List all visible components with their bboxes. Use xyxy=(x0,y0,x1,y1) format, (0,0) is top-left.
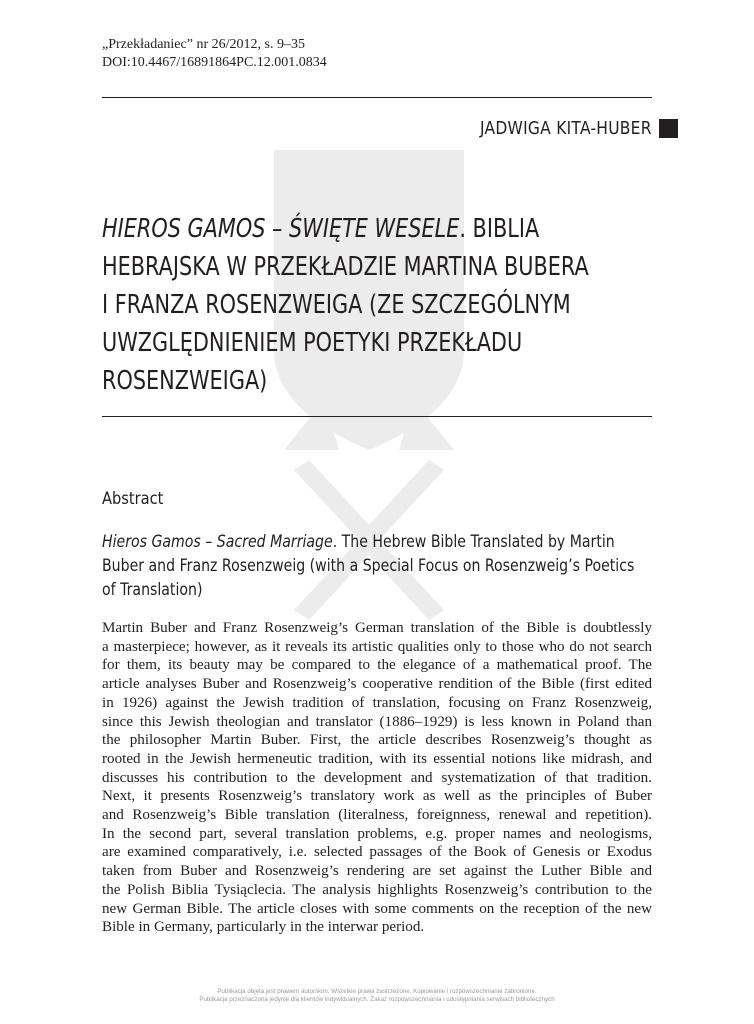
abstract-line: in 1926) against the Jewish tradition of translation, focusing on Franz Rosenzweig, xyxy=(102,694,652,711)
author-square-marker-icon xyxy=(659,119,678,138)
abstract-line: the philosopher Martin Buber. First, the article describes Rosenzweig’s thought as xyxy=(102,732,652,749)
abstract-line: Next, it presents Rosenzweig’s translatory work as well as the principles of Buber xyxy=(102,788,652,805)
copyright-footer xyxy=(0,988,754,1004)
title-line-1 xyxy=(102,210,582,248)
title-line-4: UWZGLĘDNIENIEM POETYKI PRZEKŁADU xyxy=(102,328,523,358)
author-row xyxy=(452,118,678,139)
abstract-line: since this Jewish theologian and translator (1886–1929) is less known in Poland than xyxy=(102,713,652,730)
english-title-italic-part: Hieros Gamos – Sacred Marriage xyxy=(102,532,333,551)
title-line-3: I FRANZA ROSENZWEIGA (ZE SZCZEGÓLNYM xyxy=(102,290,571,320)
abstract-heading: Abstract xyxy=(102,489,164,509)
title-divider xyxy=(102,416,652,417)
journal-citation xyxy=(102,36,327,72)
english-title-line-1 xyxy=(102,530,634,554)
abstract-line: are examined comparatively, i.e. selected passages of the Book of Genesis or Exodus xyxy=(102,844,652,861)
author-name: JADWIGA KITA-HUBER xyxy=(480,118,652,139)
abstract-line: the Polish Biblia Tysiąclecia. The analysis highlights Rosenzweig’s contribution to the xyxy=(102,881,652,898)
english-title-line-2: Buber and Franz Rosenzweig (with a Special Focus on Rosenzweig’s Poetics xyxy=(102,556,635,575)
abstract-line: rooted in the Jewish hermeneutic tradition, with its essential notions like midrash, and xyxy=(102,750,652,767)
abstract-line: In the second part, several translation problems, e.g. proper names and neologisms, xyxy=(102,825,652,842)
title-line-1-rest: . BIBLIA xyxy=(459,214,540,244)
journal-line: „Przekładaniec” nr 26/2012, s. 9–35 xyxy=(102,37,305,52)
english-title-line-3: of Translation) xyxy=(102,580,203,599)
doi-line: DOI:10.4467/16891864PC.12.001.0834 xyxy=(102,55,327,70)
title-line-5: ROSENZWEIGA) xyxy=(102,366,268,396)
footer-line-1: Publikacja objęta jest prawem autorskim. Wszelkie prawa zastrzeżone. Kopiowanie i rozpowszechnianie zabronione. xyxy=(217,988,537,995)
title-italic-part: HIEROS GAMOS – ŚWIĘTE WESELE xyxy=(102,214,460,244)
article-title xyxy=(102,210,589,400)
abstract-line: Martin Buber and Franz Rosenzweig’s German translation of the Bible is doubtlessly xyxy=(102,620,652,636)
footer-line-2: Publikacja przeznaczona jedynie dla klientów indywidualnych. Zakaz rozpowszechniania i udostępniania serwisach bibliotecznych xyxy=(199,996,555,1003)
abstract-body xyxy=(102,619,652,937)
title-line-2: HEBRAJSKA W PRZEKŁADZIE MARTINA BUBERA xyxy=(102,252,589,282)
abstract-line: and Rosenzweig’s Bible translation (literalness, foreignness, renewal and repetition). xyxy=(102,807,652,824)
abstract-line: article analyses Buber and Rosenzweig’s cooperative rendition of the Bible (first edited xyxy=(102,676,652,693)
abstract-line: for them, its beauty may be compared to the elegance of a mathematical proof. The xyxy=(102,657,652,674)
english-title-line-1-rest: . The Hebrew Bible Translated by Martin xyxy=(332,532,615,551)
english-title xyxy=(102,530,634,602)
abstract-line: taken from Buber and Rosenzweig’s rendering are set against the Luther Bible and xyxy=(102,863,652,880)
abstract-line: Bible in Germany, particularly in the interwar period. xyxy=(102,919,425,936)
top-divider xyxy=(102,97,652,98)
abstract-line: new German Bible. The article closes with some comments on the reception of the new xyxy=(102,900,652,917)
abstract-line: a masterpiece; however, as it reveals its artistic qualities only to those who do not search xyxy=(102,638,652,655)
abstract-line: discusses his contribution to the development and systematization of that tradition. xyxy=(102,769,652,786)
